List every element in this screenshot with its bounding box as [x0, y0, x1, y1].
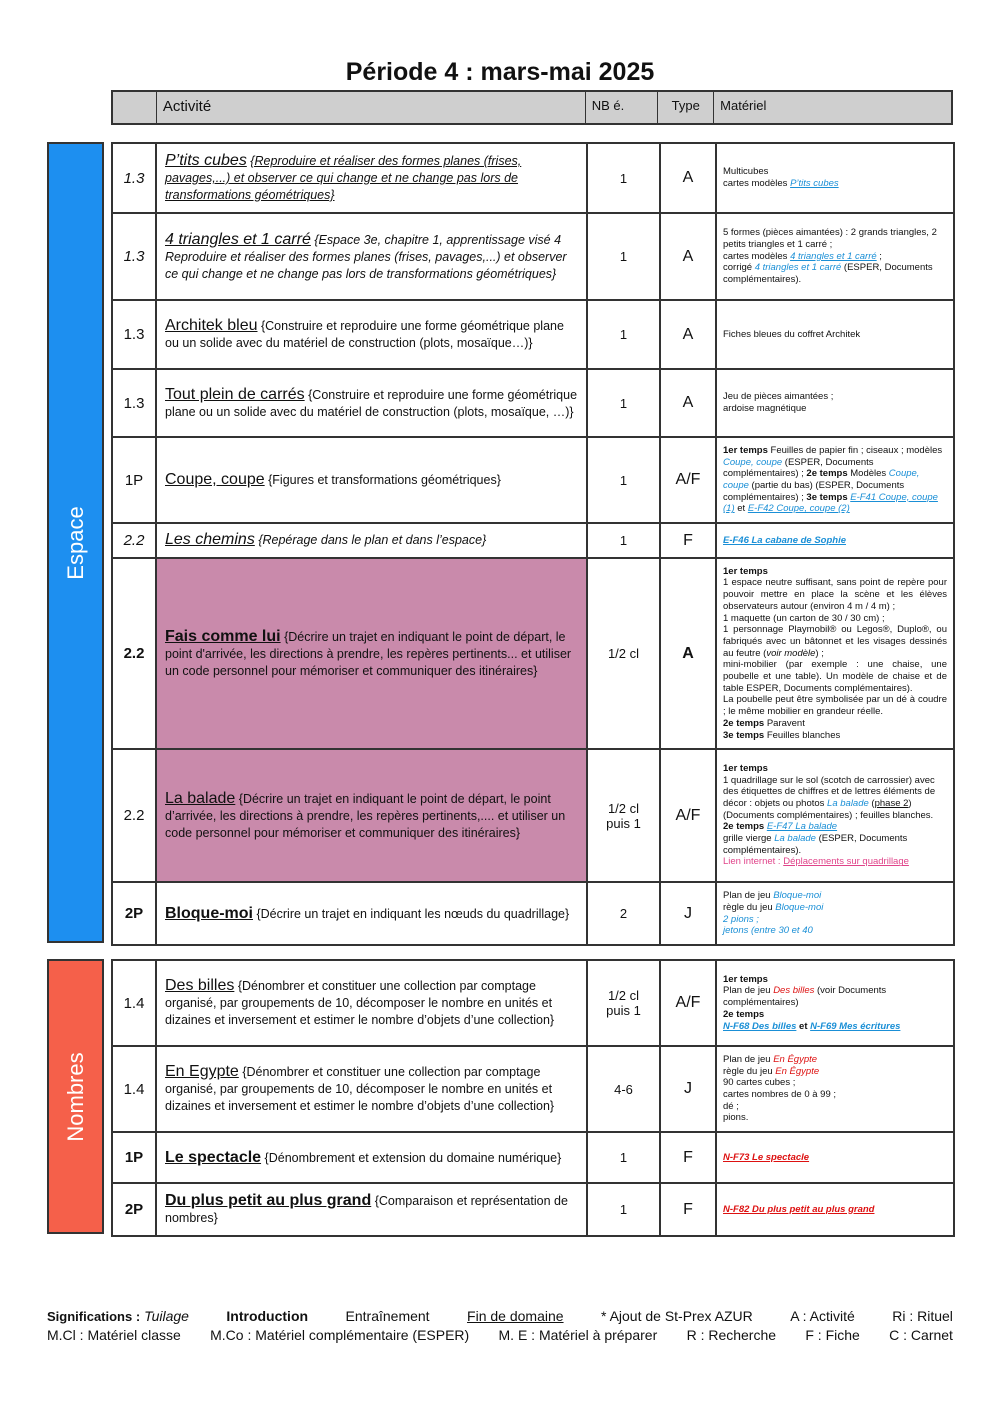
row-type: A	[660, 213, 716, 300]
row-activity	[156, 300, 587, 369]
mat-link[interactable]: E-F42 Coupe, coupe (2)	[747, 503, 850, 515]
mat-text: règle du jeu	[723, 901, 776, 913]
row-type: F	[660, 523, 716, 558]
mat-heading: 2e temps	[806, 468, 848, 480]
table-row	[112, 213, 954, 300]
activity-name: P’tits cubes	[165, 152, 247, 169]
nb-value: 1/2 cl	[607, 988, 640, 1003]
activity-desc: {Dénombrement et extension du domaine numérique}	[264, 1150, 562, 1165]
header-nb: NB é.	[586, 92, 659, 123]
mat-text: 1 espace neutre suffisant, sans point de repère pour pouvoir mettre en place la scène et les élèves observateurs autour (environ 4 m / 4 m) ;	[723, 577, 947, 612]
row-material	[716, 300, 954, 369]
mat-text: (ESPER, Documents complémentaires).	[723, 833, 908, 856]
row-nb: 1	[587, 300, 660, 369]
activity-name: Du plus petit au plus grand	[165, 1192, 372, 1209]
legend-me: M. E : Matériel à préparer	[498, 1327, 658, 1343]
legend-mcl: M.Cl : Matériel classe	[47, 1327, 181, 1343]
row-material	[716, 1132, 954, 1183]
legend-r: R : Recherche	[686, 1327, 777, 1343]
mat-text: ardoise magnétique	[723, 403, 807, 414]
mat-text: Feuilles de papier fin ; ciseaux ; modèles	[767, 444, 943, 456]
activity-desc: {Décrire un trajet en indiquant les nœuds du quadrillage}	[256, 906, 570, 921]
legend-line-1	[47, 1308, 953, 1324]
row-code: 2.2	[112, 558, 156, 749]
section-espace	[47, 142, 104, 943]
table-row	[112, 1132, 954, 1183]
row-type: J	[660, 1046, 716, 1132]
activity-desc: {Dénombrer et constituer une collection par comptage organisé, par groupements de 10, décomposer le nombre en unités et dizaines et inversement et estimer le nombre d’objets d’une collection}	[165, 1065, 555, 1113]
row-nb: 1	[587, 523, 660, 558]
activity-name: Tout plein de carrés	[165, 385, 305, 403]
table-row	[112, 523, 954, 558]
activity-desc: {Comparaison et représentation de nombres}	[165, 1194, 568, 1225]
mat-text: dé ;	[723, 1100, 739, 1112]
mat-text: ) (Documents complémentaires) ; feuilles blanches.	[723, 797, 934, 821]
mat-link[interactable]: Déplacements sur quadrillage	[783, 856, 909, 868]
table-row	[112, 882, 954, 945]
mat-ref: jetons (entre 30 et 40	[723, 925, 813, 937]
mat-text: grille vierge	[723, 833, 775, 845]
row-code: 1.3	[112, 213, 156, 300]
mat-ref: La balade	[774, 833, 816, 845]
mat-link[interactable]: N-F68 Des billes	[723, 1020, 797, 1032]
row-activity	[156, 143, 587, 213]
header-materiel: Matériel	[720, 98, 767, 113]
table-row	[112, 960, 954, 1046]
mat-heading: 2e temps	[723, 821, 765, 833]
row-type: F	[660, 1132, 716, 1183]
row-code: 2P	[112, 1183, 156, 1236]
mat-ref: Coupe, coupe	[723, 456, 783, 468]
mat-ref: Bloque-moi	[773, 890, 822, 902]
mat-text: ;	[876, 250, 882, 262]
activity-desc: {Construire et reproduire une forme géométrique plane ou un solide avec du matériel de construction (plots, mosaïque…)}	[165, 319, 564, 350]
mat-text: (ESPER, Documents complémentaires).	[723, 262, 933, 286]
row-nb: 1	[587, 143, 660, 213]
table-row	[112, 300, 954, 369]
mat-ref: Bloque-moi	[775, 901, 824, 913]
legend-mco: M.Co : Matériel complémentaire (ESPER)	[210, 1327, 470, 1343]
table-row	[112, 1046, 954, 1132]
activity-desc: {Espace 3e, chapitre 1, apprentissage visé 4 Reproduire et réaliser des formes planes (frises, pavages,...) et observer ce qui change et ne change pas lors de transformations géométriques}	[165, 232, 567, 281]
row-activity	[156, 749, 587, 882]
header-type: Type	[658, 92, 714, 123]
mat-text: Plan de jeu	[723, 1053, 774, 1065]
mat-text: 1 quadrillage sur le sol (scotch de carrossier) avec des étiquettes de chiffres et de lettres éléments de décor : objets ou photos	[723, 774, 936, 809]
mat-text: ) ;	[815, 647, 824, 659]
mat-link[interactable]: E-F46 La cabane de Sophie	[723, 534, 847, 546]
row-type: A/F	[660, 749, 716, 882]
legend-ajout: * Ajout de St-Prex AZUR	[601, 1308, 753, 1324]
row-code: 1.4	[112, 960, 156, 1046]
legend-introduction: Introduction	[226, 1308, 309, 1324]
section-nombres-label: Nombres	[62, 1051, 88, 1142]
row-code: 1.4	[112, 1046, 156, 1132]
mat-link[interactable]: P’tits cubes	[790, 178, 839, 189]
row-code: 1.3	[112, 369, 156, 437]
mat-ref: En Égypte	[773, 1053, 818, 1065]
row-code: 2.2	[112, 523, 156, 558]
activity-name: Le spectacle	[165, 1148, 262, 1166]
activity-desc: {Décrire un trajet en indiquant le point de départ, le point d’arrivée, les directions à prendre, les repères pertinents,.... et utiliser un code personnel pour mémoriser et communiquer des itinéraires}	[165, 791, 566, 840]
legend-label: Significations :	[47, 1309, 141, 1324]
mat-text: 90 cartes cubes ;	[723, 1077, 796, 1089]
row-code: 1.3	[112, 300, 156, 369]
row-code: 1P	[112, 437, 156, 523]
mat-heading: 1er temps	[723, 565, 768, 577]
activity-desc: {Figures et transformations géométriques}	[268, 473, 501, 487]
row-nb: 1	[587, 437, 660, 523]
legend-entrainement: Entraînement	[345, 1308, 430, 1324]
legend-fin: Fin de domaine	[467, 1308, 564, 1324]
row-activity	[156, 437, 587, 523]
mat-text: Feuilles blanches	[764, 729, 841, 741]
mat-ref: Des billes	[773, 985, 815, 997]
section-nombres	[47, 959, 104, 1234]
mat-text: cartes modèles	[723, 250, 791, 262]
mat-ref: 2 pions ;	[723, 913, 759, 925]
mat-text: (partie du bas) (ESPER, Documents complémentaires) ;	[723, 480, 905, 503]
mat-text: 1 personnage Playmobil® ou Legos®, Duplo®, ou fabriqués avec un bâtonnet et les visages dessinés au feutre (	[723, 624, 947, 659]
mat-link[interactable]: 4 triangles et 1 carré	[790, 250, 877, 262]
row-material	[716, 749, 954, 882]
row-activity	[156, 213, 587, 300]
mat-text: Paravent	[764, 717, 805, 729]
mat-text: Plan de jeu	[723, 890, 774, 902]
mat-ref: En Égypte	[775, 1065, 820, 1077]
row-type: A	[660, 369, 716, 437]
row-activity	[156, 1046, 587, 1132]
mat-text: (	[868, 797, 875, 809]
legend-a: A : Activité	[790, 1308, 855, 1324]
legend-f: F : Fiche	[805, 1327, 860, 1343]
nombres-table	[111, 959, 955, 1237]
row-material	[716, 960, 954, 1046]
row-type: F	[660, 1183, 716, 1236]
row-nb: 1/2 cl	[587, 558, 660, 749]
mat-heading: 1er temps	[723, 762, 768, 774]
header-activite: Activité	[157, 92, 586, 123]
mat-text: phase 2	[874, 797, 909, 809]
legend-tuilage: Tuilage	[144, 1308, 189, 1324]
mat-text: et	[734, 503, 748, 515]
row-activity	[156, 882, 587, 945]
row-code: 1.3	[112, 143, 156, 213]
nb-value: 1/2 cl	[607, 800, 640, 816]
row-material	[716, 558, 954, 749]
mat-ref: 4 triangles et 1 carré	[754, 262, 842, 274]
mat-text: et	[796, 1020, 811, 1032]
mat-text: mini-mobilier (par exemple : une chaise, une poubelle et une table). Un modèle de chaise et de table ESPER, Documents complémentaires).	[723, 659, 947, 694]
activity-name: Coupe, coupe	[165, 471, 265, 488]
mat-text: (ESPER, Documents complémentaires) ;	[723, 456, 874, 480]
row-material	[716, 437, 954, 523]
mat-link[interactable]: N-F82 Du plus petit au plus grand	[723, 1203, 875, 1215]
mat-heading: 1er temps	[723, 444, 768, 456]
mat-text: (voir Documents complémentaires)	[723, 985, 887, 1009]
header-blank	[113, 92, 157, 123]
activity-desc: {Reproduire et réaliser des formes planes (frises, pavages,...) et observer ce qui change et ne change pas lors de transformations géométriques}	[165, 154, 522, 202]
espace-table	[111, 142, 955, 946]
mat-heading: 2e temps	[723, 717, 765, 729]
row-type: A	[660, 300, 716, 369]
row-material	[716, 523, 954, 558]
mat-text: Lien internet :	[723, 856, 784, 868]
row-nb: 4-6	[587, 1046, 660, 1132]
mat-text: cartes nombres de 0 à 99 ;	[723, 1089, 837, 1100]
row-activity	[156, 523, 587, 558]
mat-link[interactable]: E-F41 Coupe, coupe (1)	[723, 491, 938, 515]
mat-link[interactable]: N-F73 Le spectacle	[723, 1151, 810, 1163]
row-activity	[156, 1183, 587, 1236]
mat-heading: 1er temps	[723, 973, 768, 985]
row-nb: 2	[587, 882, 660, 945]
activity-desc: {Décrire un trajet en indiquant le point de départ, le point d'arrivée, les directions à prendre, les repères pertinents... et utiliser un code personnel pour mémoriser et communiquer des itinéraires}	[165, 629, 572, 678]
activity-desc: {Repérage dans le plan et dans l’espace}	[258, 532, 487, 547]
legend-ri: Ri : Rituel	[892, 1308, 953, 1324]
legend-line-2	[47, 1327, 953, 1343]
mat-text: cartes modèles	[723, 178, 791, 189]
row-type: A	[660, 558, 716, 749]
row-activity	[156, 558, 587, 749]
mat-text: 5 formes (pièces aimantées) : 2 grands triangles, 2 petits triangles et 1 carré ;	[723, 227, 937, 250]
mat-text: 1 maquette (un carton de 30 / 30 cm) ;	[723, 612, 885, 624]
table-row	[112, 437, 954, 523]
row-material	[716, 143, 954, 213]
row-activity	[156, 960, 587, 1046]
row-nb: 1	[587, 1183, 660, 1236]
row-code: 1P	[112, 1132, 156, 1183]
row-nb: 1	[587, 1132, 660, 1183]
nb-value: puis 1	[606, 815, 641, 831]
row-code: 2.2	[112, 749, 156, 882]
mat-text: règle du jeu	[723, 1065, 776, 1077]
nb-value: puis 1	[606, 1003, 641, 1018]
row-nb	[587, 960, 660, 1046]
row-material	[716, 213, 954, 300]
row-type: A/F	[660, 960, 716, 1046]
activity-name: En Egypte	[165, 1063, 239, 1080]
row-type: A	[660, 143, 716, 213]
activity-name: La balade	[165, 789, 236, 807]
mat-text: Fiches bleues du coffret Architek	[723, 328, 861, 340]
row-nb: 1	[587, 213, 660, 300]
row-nb: 1	[587, 369, 660, 437]
row-type: J	[660, 882, 716, 945]
row-material	[716, 882, 954, 945]
activity-name: Des billes	[165, 977, 235, 994]
mat-text: La poubelle peut être symbolisée par un dé à coudre ; le même mobilier en grandeur réelle.	[723, 694, 947, 718]
mat-text: corrigé	[723, 262, 755, 274]
mat-text: Plan de jeu	[723, 985, 774, 997]
activity-name: Bloque-moi	[165, 904, 253, 922]
table-row	[112, 749, 954, 882]
row-type: A/F	[660, 437, 716, 523]
row-material	[716, 1046, 954, 1132]
mat-text: voir modèle	[766, 647, 816, 659]
row-material	[716, 1183, 954, 1236]
mat-ref: Coupe, coupe	[723, 468, 920, 491]
row-material	[716, 369, 954, 437]
mat-link[interactable]: N-F69 Mes écritures	[810, 1020, 901, 1032]
activity-name: 4 triangles et 1 carré	[165, 230, 311, 248]
legend-c: C : Carnet	[889, 1327, 953, 1343]
row-activity	[156, 369, 587, 437]
mat-heading: 3e temps	[723, 729, 765, 741]
mat-heading: 2e temps	[723, 1008, 765, 1020]
mat-text: Modèles	[847, 468, 889, 480]
mat-text: Jeu de pièces aimantées ;	[723, 391, 834, 403]
activity-name: Les chemins	[165, 530, 255, 548]
activity-desc: {Dénombrer et constituer une collection par comptage organisé, par groupements de 10, décomposer le nombre en unités et dizaines et inversement et estimer le nombre d’objets d’une collection}	[165, 979, 555, 1027]
row-nb	[587, 749, 660, 882]
table-row	[112, 369, 954, 437]
row-activity	[156, 1132, 587, 1183]
row-code: 2P	[112, 882, 156, 945]
table-row	[112, 1183, 954, 1236]
table-header	[111, 90, 953, 125]
table-row	[112, 558, 954, 749]
mat-heading: 3e temps	[806, 491, 848, 503]
section-espace-label: Espace	[62, 505, 88, 580]
page-title: Période 4 : mars-mai 2025	[345, 58, 655, 86]
activity-name: Architek bleu	[165, 317, 258, 334]
table-row	[112, 143, 954, 213]
mat-ref: La balade	[827, 797, 869, 809]
activity-name: Fais comme lui	[165, 627, 281, 645]
activity-desc: {Construire et reproduire une forme géométrique plane ou un solide avec du matériel de construction (plots, mosaïque, …)}	[165, 387, 578, 419]
mat-link[interactable]: E-F47 La balade	[766, 821, 838, 833]
mat-text: pions.	[723, 1112, 749, 1124]
mat-text: Multicubes	[723, 166, 769, 178]
